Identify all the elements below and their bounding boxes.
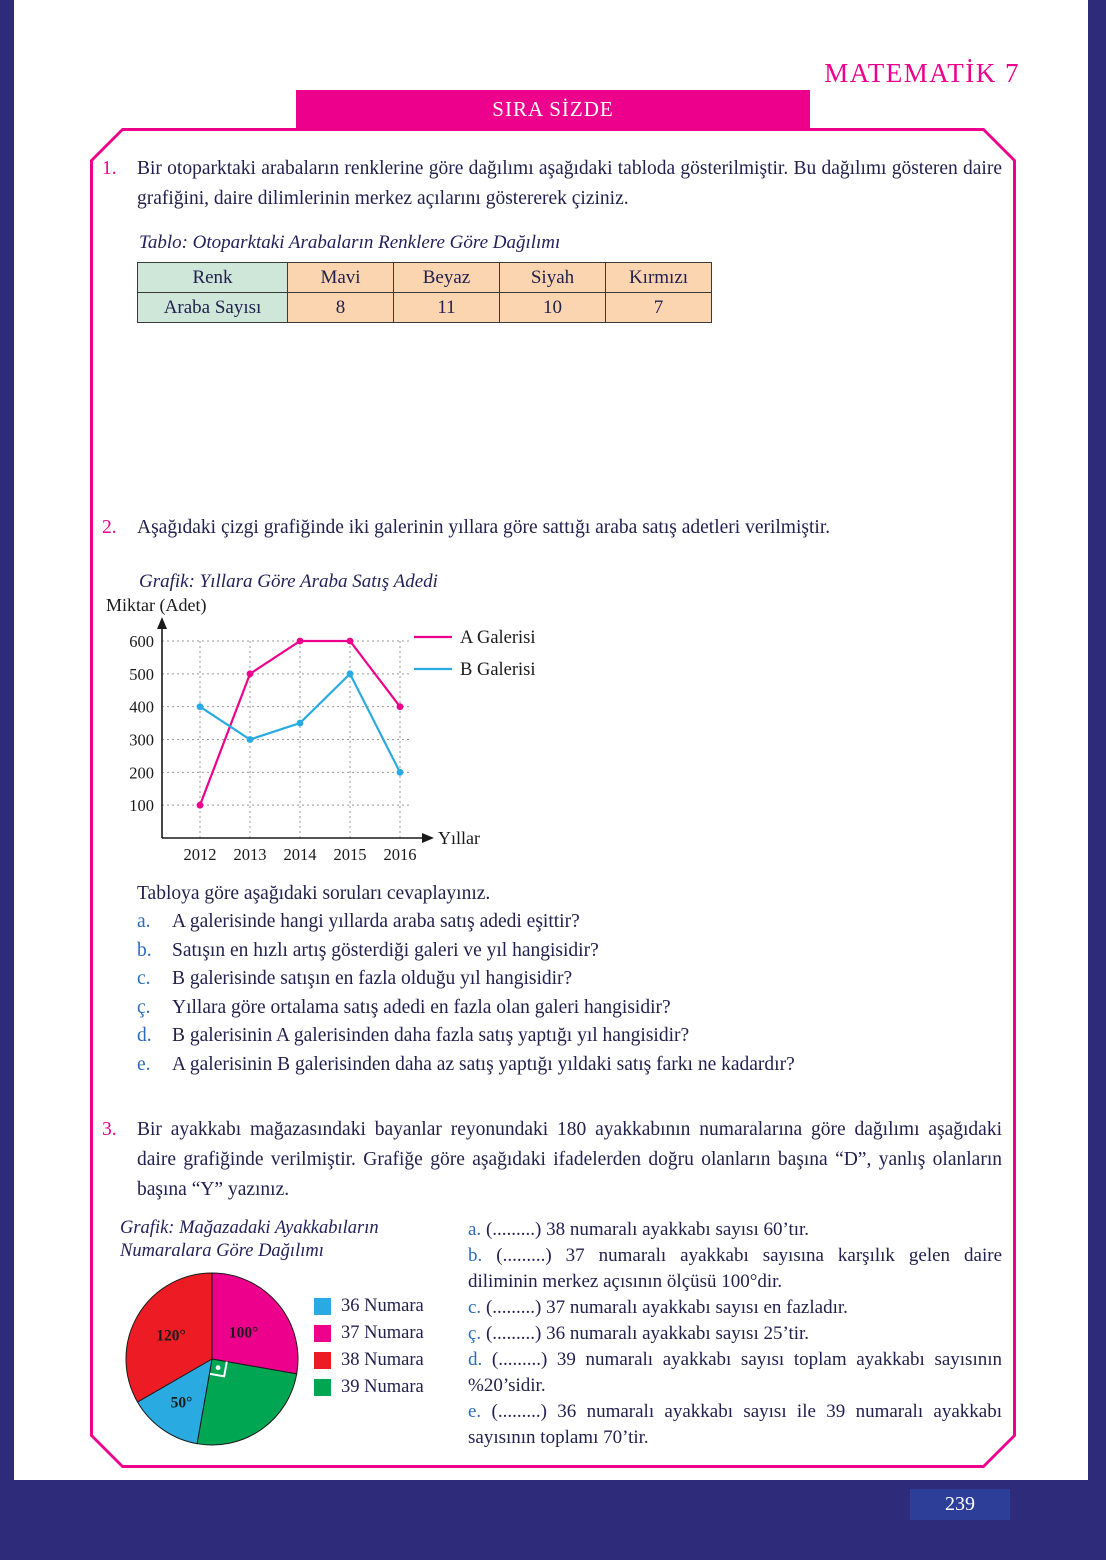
table-cell: Renk [138,263,288,293]
color-distribution-table [137,262,712,323]
item-label: c. [137,968,151,989]
line-chart-svg [102,593,662,877]
table-cell: Beyaz [394,263,500,293]
legend-item [314,1320,424,1347]
line-chart [102,593,1002,877]
svg-text:200: 200 [129,763,154,783]
table-cell: Siyah [500,263,606,293]
pie-chart-svg [120,1267,304,1451]
legend-label: 36 Numara [341,1296,424,1316]
statement-label: a. [468,1219,482,1240]
question-2-number: 2. [102,517,117,538]
pie-caption-line2: Numaralara Göre Dağılımı [120,1241,324,1261]
page-content [90,128,1016,1468]
item-label: d. [137,1025,152,1046]
svg-text:2012: 2012 [183,845,217,864]
question-3-body [137,1115,1002,1205]
statement-text: (.........) 37 numaralı ayakkabı sayısına karşılık gelen daire diliminin merkez açısının ölçüsü 100°dir. [468,1245,1002,1292]
content-frame [90,128,1016,1468]
page-number: 239 [945,1493,975,1515]
item-text: Yıllara göre ortalama satış adedi en fazla olan galeri hangisidir? [172,996,671,1018]
item-text: B galerisinin A galerisinden daha fazla satış yaptığı yıl hangisidir? [172,1025,690,1046]
legend-label: 39 Numara [341,1377,424,1397]
question-2-text: Aşağıdaki çizgi grafiğinde iki galerinin yıllara göre sattığı araba satış adetleri verilmiştir. [137,517,831,538]
table-cell: Mavi [288,263,394,293]
section-title-banner: SIRA SİZDE [296,90,810,128]
question-item-e [137,1051,1002,1080]
statement-label: d. [468,1349,483,1370]
svg-text:50°: 50° [170,1394,193,1412]
item-text: A galerisinde hangi yıllarda araba satış adedi eşittir? [172,911,580,932]
legend-item [314,1374,424,1401]
statement-label: b. [468,1245,483,1266]
item-text: Satışın en hızlı artış gösterdiği galeri ve yıl hangisidir? [172,939,599,961]
svg-text:400: 400 [129,697,154,717]
statement-b [468,1243,1002,1295]
statement-label: c. [468,1297,482,1318]
statement-label: e. [468,1401,482,1422]
statement-text: (.........) 38 numaralı ayakkabı sayısı 60’tır. [485,1219,810,1240]
svg-text:120°: 120° [156,1327,186,1345]
item-label: a. [137,911,151,932]
item-label: e. [137,1053,151,1075]
svg-text:B Galerisi: B Galerisi [460,660,536,680]
question-3-text: Bir ayakkabı mağazasındaki bayanlar reyonundaki 180 ayakkabının numaralarına göre dağılımı aşağıdaki daire grafiğinde verilmiştir. Grafiğe göre aşağıdaki ifadelerden doğru olanların başına “D”, yanlış olanların başına “Y” yazınız. [137,1119,1002,1200]
question-item-c [137,965,1002,994]
legend-label: 37 Numara [341,1323,424,1343]
statement-text: (.........) 36 numaralı ayakkabı sayısı ile 39 numaralı ayakkabı sayısının toplamı 70’tir. [468,1401,1003,1448]
table-value-row [138,293,712,323]
statement-c [468,1295,1002,1321]
svg-text:100: 100 [129,796,154,816]
pie-legend [314,1293,424,1451]
question-3-columns [102,1217,1002,1451]
legend-label: 38 Numara [341,1350,424,1370]
statement-text: (.........) 37 numaralı ayakkabı sayısı en fazladır. [485,1297,848,1318]
question-3-number: 3. [102,1119,117,1140]
svg-text:100°: 100° [228,1324,259,1342]
question-item-b [137,937,1002,966]
table-caption: Tablo: Otoparktaki Arabaların Renklere Göre Dağılımı [139,232,561,253]
table-cell: 11 [394,293,500,323]
question-3 [102,1115,1002,1205]
question-item-a [137,908,1002,937]
question-2-body [137,513,1002,543]
question-1 [102,154,1002,214]
item-text: B galerisinde satışın en fazla olduğu yıl hangisidir? [172,968,573,989]
item-text: A galerisinin B galerisinden daha az satış yaptığı yıldaki satış farkı ne kadardır? [172,1053,795,1075]
legend-color-swatch [314,1325,331,1342]
legend-color-swatch [314,1298,331,1315]
svg-text:2013: 2013 [233,845,267,864]
page-header-title: MATEMATİK 7 [824,58,1020,88]
table-cell: 7 [606,293,712,323]
question-1-text: Bir otoparktaki arabaların renklerine göre dağılımı aşağıdaki tabloda gösterilmiştir. Bu dağılımı gösteren daire grafiğini, daire dilimlerinin merkez açılarını göstererek çiziniz. [137,158,1002,209]
pie-chart-caption [120,1217,460,1263]
page-number-badge [910,1489,1010,1520]
pie-caption-line1: Grafik: Mağazadaki Ayakkabıların [120,1218,379,1238]
svg-text:500: 500 [129,664,154,684]
svg-text:600: 600 [129,632,154,651]
table-cell: Kırmızı [606,263,712,293]
legend-color-swatch [314,1352,331,1369]
question-item-c2 [137,994,1002,1023]
item-label: b. [137,939,152,961]
question-2 [102,513,1002,543]
svg-text:A Galerisi: A Galerisi [460,628,536,648]
statements-column [460,1217,1002,1451]
svg-text:300: 300 [129,730,154,750]
svg-text:Yıllar: Yıllar [438,828,480,848]
statement-label: ç. [468,1323,482,1344]
line-chart-caption: Grafik: Yıllara Göre Araba Satış Adedi [139,571,438,592]
legend-item [314,1347,424,1374]
statement-text: (.........) 39 numaralı ayakkabı sayısı toplam ayakkabı sayısının %20’sidir. [468,1349,1003,1396]
question-1-body [137,154,1002,214]
item-label: ç. [137,996,151,1018]
statement-c2 [468,1321,1002,1347]
svg-text:2014: 2014 [283,845,317,864]
statement-a [468,1217,1002,1243]
statement-text: (.........) 36 numaralı ayakkabı sayısı 25’tir. [485,1323,810,1344]
statement-d [468,1347,1002,1399]
table-cell: Araba Sayısı [138,293,288,323]
question-1-number: 1. [102,158,117,179]
pie-chart-column [102,1217,460,1451]
statement-e [468,1399,1002,1451]
svg-text:Miktar (Adet): Miktar (Adet) [106,595,207,615]
question-item-d [137,1022,1002,1051]
chart-questions-intro: Tabloya göre aşağıdaki soruları cevaplayınız. [137,883,491,904]
table-cell: 10 [500,293,606,323]
legend-item [314,1293,424,1320]
table-cell: 8 [288,293,394,323]
table-header-row [138,263,712,293]
legend-color-swatch [314,1379,331,1396]
svg-text:2015: 2015 [333,845,367,864]
pie-chart-row [120,1267,460,1451]
svg-text:2016: 2016 [383,845,417,864]
